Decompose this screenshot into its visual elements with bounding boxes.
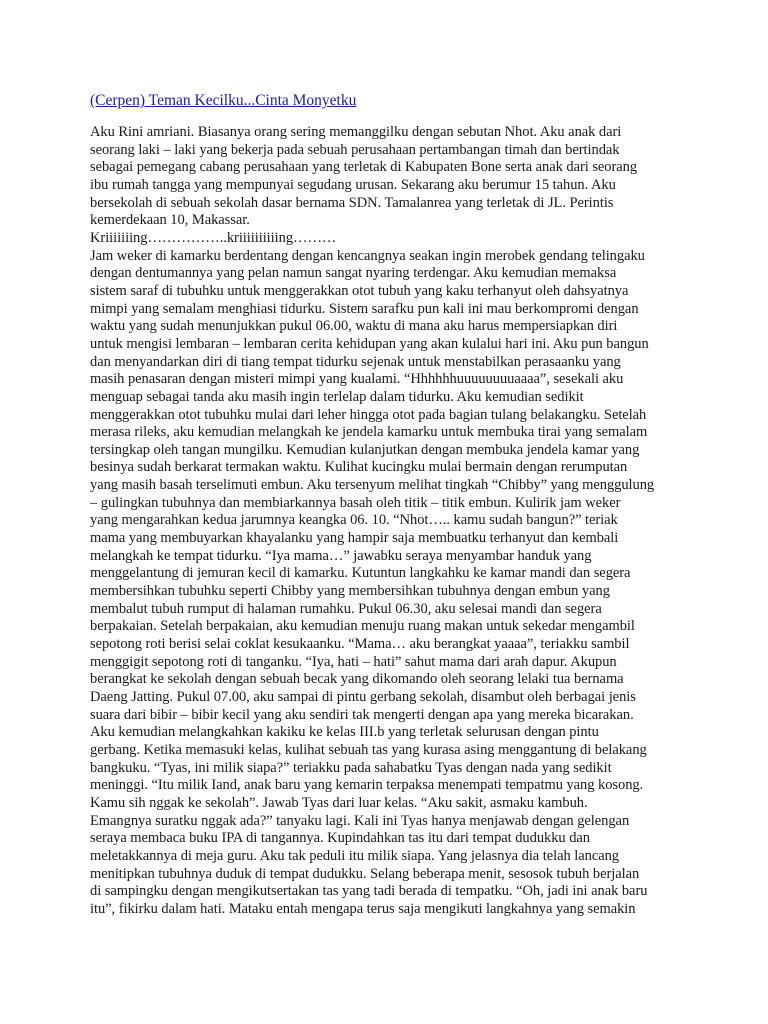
text-line: yang mengarahkan kedua jarumnya keangka 06. 10. “Nhot….. kamu sudah bangun?” teriak xyxy=(90,512,618,529)
text-line: suara dari bibir – bibir kecil yang aku sendiri tak mengerti dengan apa yang mereka bicarakan. xyxy=(90,706,634,723)
text-line: yang masih basah terselimuti embun. Aku tersenyum melihat tingkah “Chibby” yang menggulung xyxy=(90,477,655,494)
text-line: merasa rileks, aku kemudian melangkah ke jendela kamarku untuk membuka tirai yang semalam xyxy=(90,424,648,441)
text-line: membersihkan tubuhku seperti Chibby yang membersihkan tubuhnya dengan embun yang xyxy=(90,583,610,600)
text-line: waktu yang sudah menunjukkan pukul 06.00, waktu di mana aku harus mempersiapkan diri xyxy=(90,318,618,335)
text-line: meletakkannya di meja guru. Aku tak peduli itu milik siapa. Yang jelasnya dia telah lancang xyxy=(90,847,619,864)
text-line: di sampingku dengan mengikutsertakan tas yang tadi berada di tempatku. “Oh, jadi ini anak baru xyxy=(90,883,648,900)
text-line: dan menyandarkan diri di tiang tempat tidurku sejenak untuk menstabilkan perasaanku yang xyxy=(90,353,621,370)
text-line: gerbang. Ketika memasuki kelas, kulihat sebuah tas yang kurasa asing menggantung di belakang xyxy=(90,741,647,758)
text-line: berpakaian. Setelah berpakaian, aku kemudian menuju ruang makan untuk sekedar mengambil xyxy=(90,618,635,635)
article-title-link[interactable]: (Cerpen) Teman Kecilku...Cinta Monyetku xyxy=(90,92,357,109)
text-line: Jam weker di kamarku berdentang dengan kencangnya seakan ingin merobek gendang telingaku xyxy=(90,247,645,264)
text-line: menitipkan tubuhnya duduk di tempat dudukku. Selang beberapa menit, sesosok tubuh berjalan xyxy=(90,865,640,882)
text-line: seraya membaca buku IPA di tangannya. Kupindahkan tas itu dari tempat dudukku dan xyxy=(90,830,590,847)
text-line: kemerdekaan 10, Makassar. xyxy=(90,212,250,229)
text-line: Daeng Jatting. Pukul 07.00, aku sampai di pintu gerbang sekolah, disambut oleh berbagai jenis xyxy=(90,689,636,705)
text-line: sistem saraf di tubuhku untuk menggerakkan otot tubuh yang kaku terhanyut oleh dahsyatnya xyxy=(90,282,629,299)
text-line: membalut tubuh rumput di halaman rumahku. Pukul 06.30, aku selesai mandi dan segera xyxy=(90,600,602,617)
text-line: menggerakkan otot tubuhku mulai dari leher hingga otot pada bagian tulang belakangku. Setelah xyxy=(90,406,647,423)
text-line: Kriiiiiiing……………..kriiiiiiiiiing……… xyxy=(90,229,337,246)
text-line: Kamu sih nggak ke sekolah”. Jawab Tyas dari luar kelas. “Aku sakit, asmaku kambuh. xyxy=(90,794,588,811)
text-line: Aku kemudian melangkahkan kakiku ke kelas III.b yang terletak selurusan dengan pintu xyxy=(90,724,599,741)
article-body xyxy=(90,124,690,919)
text-line: bangkuku. “Tyas, ini milik siapa?” teriakku pada sahabatku Tyas dengan nada yang sedikit xyxy=(90,759,612,776)
text-line: mimpi yang semalam menghiasi tidurku. Sistem sarafku pun kali ini mau berkompromi dengan xyxy=(90,300,639,317)
text-line: untuk mengisi lembaran – lembaran cerita kehidupan yang akan kulalui hari ini. Aku pun bangun xyxy=(90,335,649,352)
text-line: melangkah ke tempat tidurku. “Iya mama…” jawabku seraya menyambar handuk yang xyxy=(90,547,592,564)
text-line: Aku Rini amriani. Biasanya orang sering memanggilku dengan sebutan Nhot. Aku anak dari xyxy=(90,124,622,140)
document-page xyxy=(90,90,690,919)
text-line: – gulingkan tubuhnya dan membiarkannya basah oleh titik – titik embun. Kulirik jam weker xyxy=(90,494,621,511)
text-line: itu”, fikirku dalam hati. Mataku entah mengapa terus saja mengikuti langkahnya yang semakin xyxy=(90,900,636,917)
text-line: sebagai pemegang cabang perusahaan yang terletak di Kabupaten Bone serta anak dari seorang xyxy=(90,159,638,176)
text-line: tersingkap oleh tangan mungilku. Kemudian kulanjutkan dengan membuka jendela kamar yang xyxy=(90,441,640,458)
text-line: Emangnya suratku nggak ada?” tanyaku lagi. Kali ini Tyas hanya menjawab dengan gelengan xyxy=(90,812,630,829)
text-line: meninggi. “Itu milik Iand, anak baru yang kemarin terpaksa menempati tempatmu yang kosong. xyxy=(90,777,644,794)
text-line: mama yang membuyarkan khayalanku yang hampir saja membuatku terhanyut dan kembali xyxy=(90,530,619,547)
text-line: menguap sebagai tanda aku masih ingin terlelap dalam tidurku. Aku kemudian sedikit xyxy=(90,388,584,405)
text-line: berangkat ke sekolah dengan sebuah becak yang dikomando oleh seorang lelaki tua bernama xyxy=(90,671,624,688)
text-line: masih penasaran dengan misteri mimpi yang kualami. “Hhhhhhuuuuuuuuaaaa”, sesekali aku xyxy=(90,371,624,388)
text-line: menggigit sepotong roti di tanganku. “Iya, hati – hati” sahut mama dari arah dapur. Akupun xyxy=(90,653,617,670)
text-line: seorang laki – laki yang bekerja pada sebuah perusahaan pertambangan timah dan bertindak xyxy=(90,141,620,158)
text-line: dengan dentumannya yang pelan namun sangat nyaring terdengar. Aku kemudian memaksa xyxy=(90,265,617,282)
text-line: menggelantung di jemuran kecil di kamarku. Kutuntun langkahku ke kamar mandi dan segera xyxy=(90,565,631,582)
text-line: sepotong roti berisi selai coklat kesukaanku. “Mama… aku berangkat yaaaa”, teriakku sambil xyxy=(90,636,630,653)
text-line: bersekolah di sebuah sekolah dasar bernama SDN. Tamalanrea yang terletak di JL. Perintis xyxy=(90,194,614,211)
text-line: besinya sudah berkarat termakan waktu. Kulihat kucingku mulai bermain dengan rerumputan xyxy=(90,459,628,476)
text-line: ibu rumah tangga yang mempunyai segudang urusan. Sekarang aku berumur 15 tahun. Aku xyxy=(90,176,616,193)
